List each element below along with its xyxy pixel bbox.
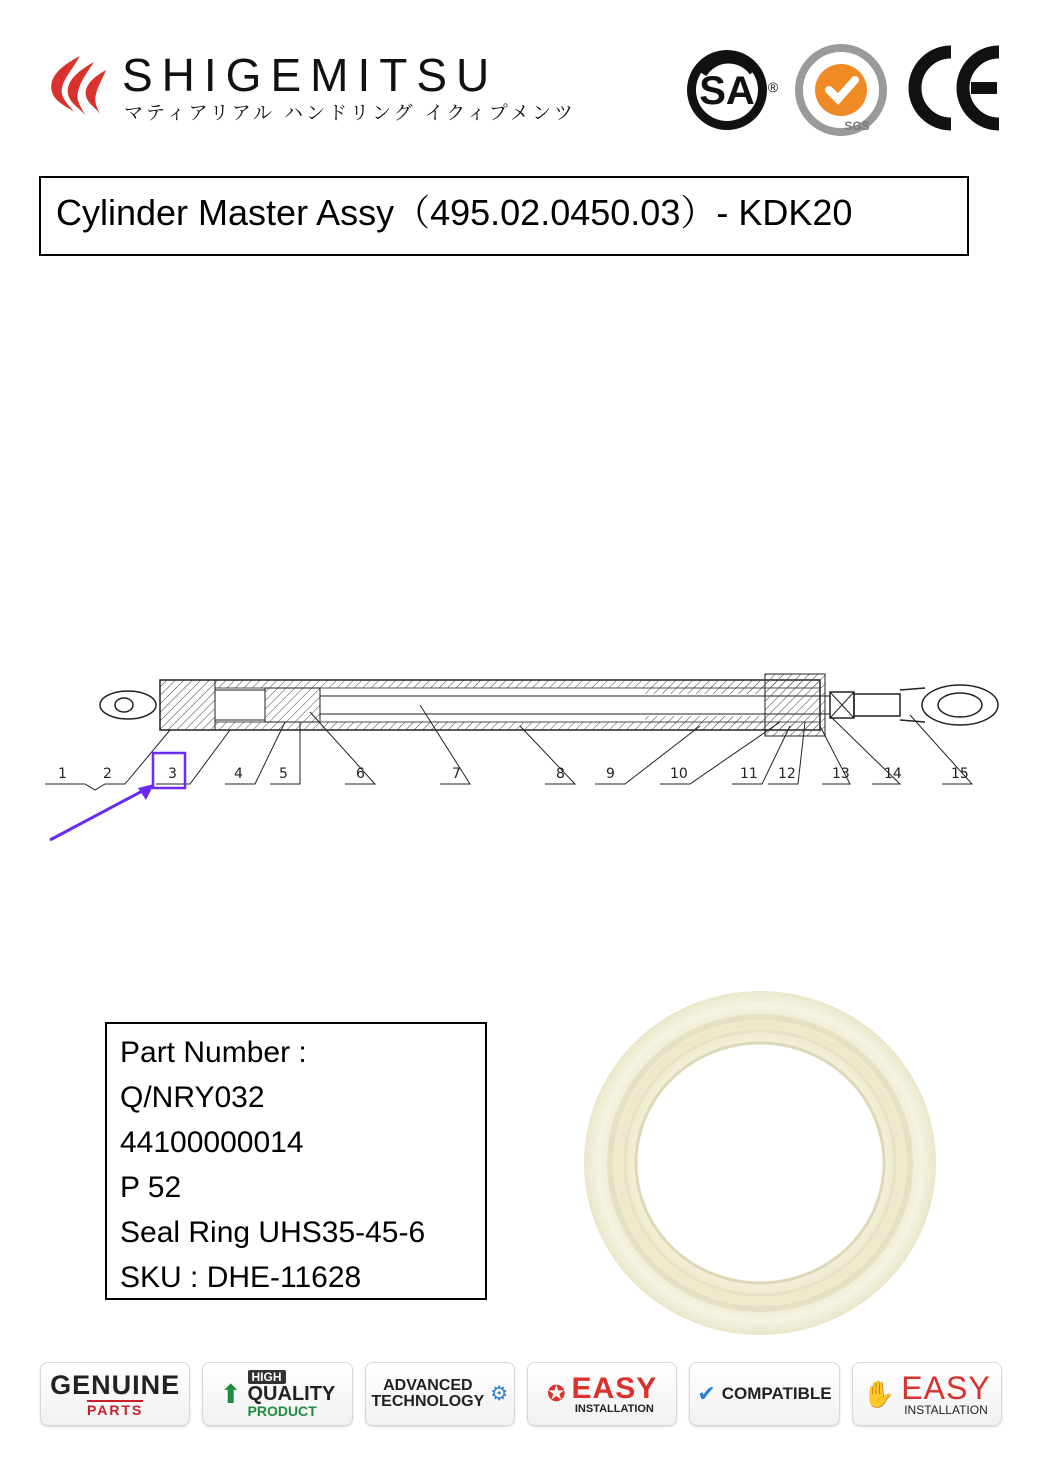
badge-advanced-text: ADVANCED — [383, 1377, 473, 1394]
badge-installation-2-text: INSTALLATION — [904, 1403, 988, 1417]
callout-1: 1 — [58, 766, 67, 782]
badge-high-quality — [202, 1362, 352, 1426]
part-description: Seal Ring UHS35-45-6 — [120, 1216, 426, 1249]
callout-12: 12 — [778, 766, 796, 782]
ce-mark-icon — [905, 40, 1005, 136]
up-arrow-icon: ⬆ — [219, 1379, 242, 1409]
brand-name: SHIGEMITSU — [122, 49, 499, 101]
svg-text:SGS: SGS — [844, 119, 870, 133]
sku: SKU : DHE-11628 — [120, 1261, 362, 1294]
brand-subtitle: マティアリアル ハンドリング イクィプメンツ — [124, 102, 577, 124]
part-info-lines — [120, 1030, 425, 1300]
badge-product-text: PRODUCT — [247, 1403, 317, 1419]
badge-genuine-text: GENUINE — [50, 1369, 181, 1400]
csa-certification-icon — [683, 44, 783, 136]
callout-11: 11 — [740, 766, 758, 782]
feature-badges — [40, 1362, 1002, 1430]
callout-8: 8 — [556, 766, 565, 782]
badge-advanced-technology — [365, 1362, 515, 1426]
badge-parts-text: PARTS — [86, 1401, 144, 1418]
callout-13: 13 — [832, 766, 850, 782]
thumbs-up-icon: ✪ — [547, 1381, 566, 1406]
cylinder-technical-drawing — [0, 660, 1042, 850]
seal-ring-photo — [580, 985, 940, 1345]
callout-2: 2 — [103, 766, 112, 782]
callout-15: 15 — [951, 766, 969, 782]
wrench-hand-icon: ✋ — [862, 1379, 896, 1409]
callout-3: 3 — [168, 766, 177, 782]
part-code-2: 44100000014 — [120, 1126, 304, 1159]
callout-6: 6 — [356, 766, 365, 782]
badge-easy-2-text: EASY — [901, 1370, 991, 1406]
badge-compatible — [689, 1362, 839, 1426]
iso-sgs-certification-icon — [795, 44, 887, 136]
badge-easy-installation — [527, 1362, 677, 1426]
brand-logo-icon — [40, 52, 118, 122]
part-code-1: Q/NRY032 — [120, 1081, 265, 1114]
badge-easy-installation-2 — [852, 1362, 1002, 1426]
callout-7: 7 — [452, 766, 461, 782]
badge-technology-text: TECHNOLOGY — [371, 1393, 485, 1410]
svg-text:®: ® — [767, 79, 779, 95]
badge-compatible-text: COMPATIBLE — [721, 1384, 832, 1403]
callout-14: 14 — [884, 766, 902, 782]
callout-10: 10 — [670, 766, 688, 782]
page-title: Cylinder Master Assy（495.02.0450.03）- KDK20 — [56, 192, 853, 233]
badge-easy-text: EASY — [571, 1371, 658, 1405]
badge-installation-text: INSTALLATION — [574, 1402, 654, 1415]
check-circle-icon: ✔ — [697, 1381, 716, 1406]
gear-icon: ⚙ — [490, 1383, 509, 1405]
badge-genuine-parts — [40, 1362, 190, 1426]
part-number-label: Part Number : — [120, 1036, 307, 1069]
svg-text:SA: SA — [699, 69, 755, 113]
callout-4: 4 — [234, 766, 243, 782]
page-reference: P 52 — [120, 1171, 182, 1204]
pointer-arrow-line — [50, 788, 148, 840]
callout-9: 9 — [606, 766, 615, 782]
badge-quality-text: QUALITY — [247, 1383, 336, 1405]
callout-5: 5 — [279, 766, 288, 782]
badge-high-text: HIGH — [248, 1370, 286, 1384]
